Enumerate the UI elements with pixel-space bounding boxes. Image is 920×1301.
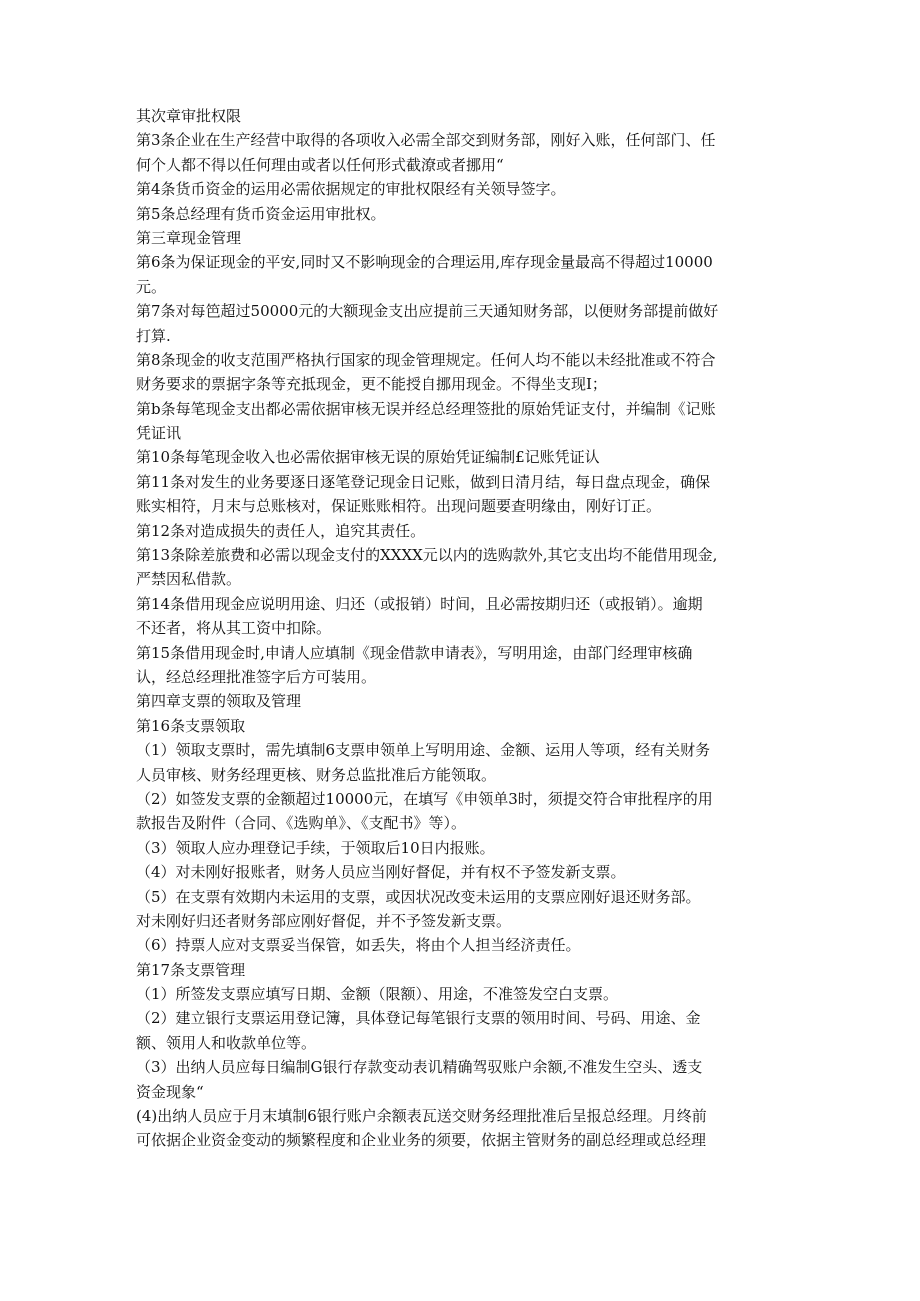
article-line: 第11条对发生的业务要逐日逐笔登记现金日记账，做到日清月结，每日盘点现金，确保 xyxy=(136,472,711,491)
list-item-line: 资金现象“ xyxy=(136,1082,204,1101)
list-item-line: 对未刚好归还者财务部应刚好督促，并不予签发新支票。 xyxy=(136,911,512,930)
article-line: 第6条为保证现金的平安,同时又不影响现金的合理运用,库存现金量最高不得超过10000 xyxy=(136,253,713,272)
article-line: 认，经总经理批准签字后方可装用。 xyxy=(136,667,377,686)
article-line: 元。 xyxy=(136,277,167,296)
article-heading: 第16条支票领取 xyxy=(136,716,246,735)
article-line: 第10条每笔现金收入也必需依据审核无误的原始凭证编制£记账凭证认 xyxy=(136,448,600,467)
chapter-heading: 第四章支票的领取及管理 xyxy=(136,692,302,711)
list-item-line: 额、领用人和收款单位等。 xyxy=(136,1033,317,1052)
article-line: 财务要求的票据字条等充抵现金，更不能授自挪用现金。不得坐支现I； xyxy=(136,375,607,394)
article-line: 第12条对造成损失的责任人，追究其责任。 xyxy=(136,521,426,540)
article-line: 账实相符，月末与总账核对，保证账账相符。出现问题要查明缘由，刚好订正。 xyxy=(136,497,662,516)
list-item-line: （6）持票人应对支票妥当保管，如丢失，将由个人担当经济责任。 xyxy=(136,936,581,955)
article-line: 第7条对每笆超过50000元的大额现金支出应提前三天通知财务部，以便财务部提前做好 xyxy=(136,302,719,321)
article-line: 第14条借用现金应说明用途、归还（或报销）时间，且必需按期归还（或报销）。逾期 xyxy=(136,594,703,613)
article-line: 不还者，将从其工资中扣除。 xyxy=(136,619,332,638)
chapter-heading: 其次章审批权限 xyxy=(136,107,242,125)
list-item-line: （3）领取人应办理登记手续，于领取后10日内报账。 xyxy=(136,838,495,857)
list-item-line: （4）对未刚好报账者，财务人员应当刚好督促，并有权不予签发新支票。 xyxy=(136,863,626,882)
article-line: 第b条每笔现金支出都必需依据审核无误并经总经理签批的原始凭证支付，并编制《记账 xyxy=(136,399,716,418)
article-line: 第5条总经理有货币资金运用审批权。 xyxy=(136,204,386,223)
article-line: 第4条货币资金的运用必需依据规定的审批权限经有关领导签字。 xyxy=(136,180,566,199)
article-line: 何个人都不得以任何理由或者以任何形式截潦或者挪用“ xyxy=(136,155,504,174)
list-item-line: 可依据企业资金变动的频繁程度和企业业务的须要，依据主管财务的副总经理或总经理 xyxy=(136,1131,707,1150)
list-item-line: （3）出纳人员应每日编制G银行存款变动表讥精确驾驭账户余额,不准发生空头、透支 xyxy=(136,1058,703,1077)
article-line: 第15条借用现金时,申请人应填制《现金借款申请表》，写明用途，由部门经理审核确 xyxy=(136,643,693,662)
list-item-line: 款报告及附件（合同、《选购单》、《支配书》等）。 xyxy=(136,814,467,833)
article-line: 第13条除差旅费和必需以现金支付的XXXX元以内的选购款外,其它支出均不能借用现金, xyxy=(136,546,718,565)
article-line: 第8条现金的收支范围严格执行国家的现金管理规定。任何人均不能以未经批准或不符合 xyxy=(136,350,716,369)
article-heading: 第17条支票管理 xyxy=(136,960,246,979)
list-item-line: （1）所签发支票应填写日期、金额（限额）、用途，不准签发空白支票。 xyxy=(136,985,619,1004)
list-item-line: （1）领取支票时，需先填制6支票申领单上写明用途、金额、运用人等项，经有关财务 xyxy=(136,741,711,760)
document-body xyxy=(136,104,786,1153)
list-item-line: (4)出纳人员应于月末填制6银行账户余额表瓦送交财务经理批准后呈报总经理。月终前 xyxy=(136,1107,707,1126)
list-item-line: （5）在支票有效期内未运用的支票，或因状况改变未运用的支票应刚好退还财务部。 xyxy=(136,887,701,906)
list-item-line: （2）如签发支票的金额超过10000元，在填写《申领单3时，须提交符合审批程序的用 xyxy=(136,789,713,808)
article-line: 严禁因私借款。 xyxy=(136,570,242,589)
chapter-heading: 第三章现金管理 xyxy=(136,228,242,247)
article-line: 打算. xyxy=(136,326,171,345)
article-line: 第3条企业在生产经营中取得的各项收入必需全部交到财务部，刚好入账，任何部门、任 xyxy=(136,131,716,150)
list-item-line: （2）建立银行支票运用登记簿，具体登记每笔银行支票的领用时间、号码、用途、金 xyxy=(136,1009,701,1028)
list-item-line: 人员审核、财务经理更核、财务总监批准后方能领取。 xyxy=(136,765,497,784)
article-line: 凭证讯 xyxy=(136,424,182,443)
